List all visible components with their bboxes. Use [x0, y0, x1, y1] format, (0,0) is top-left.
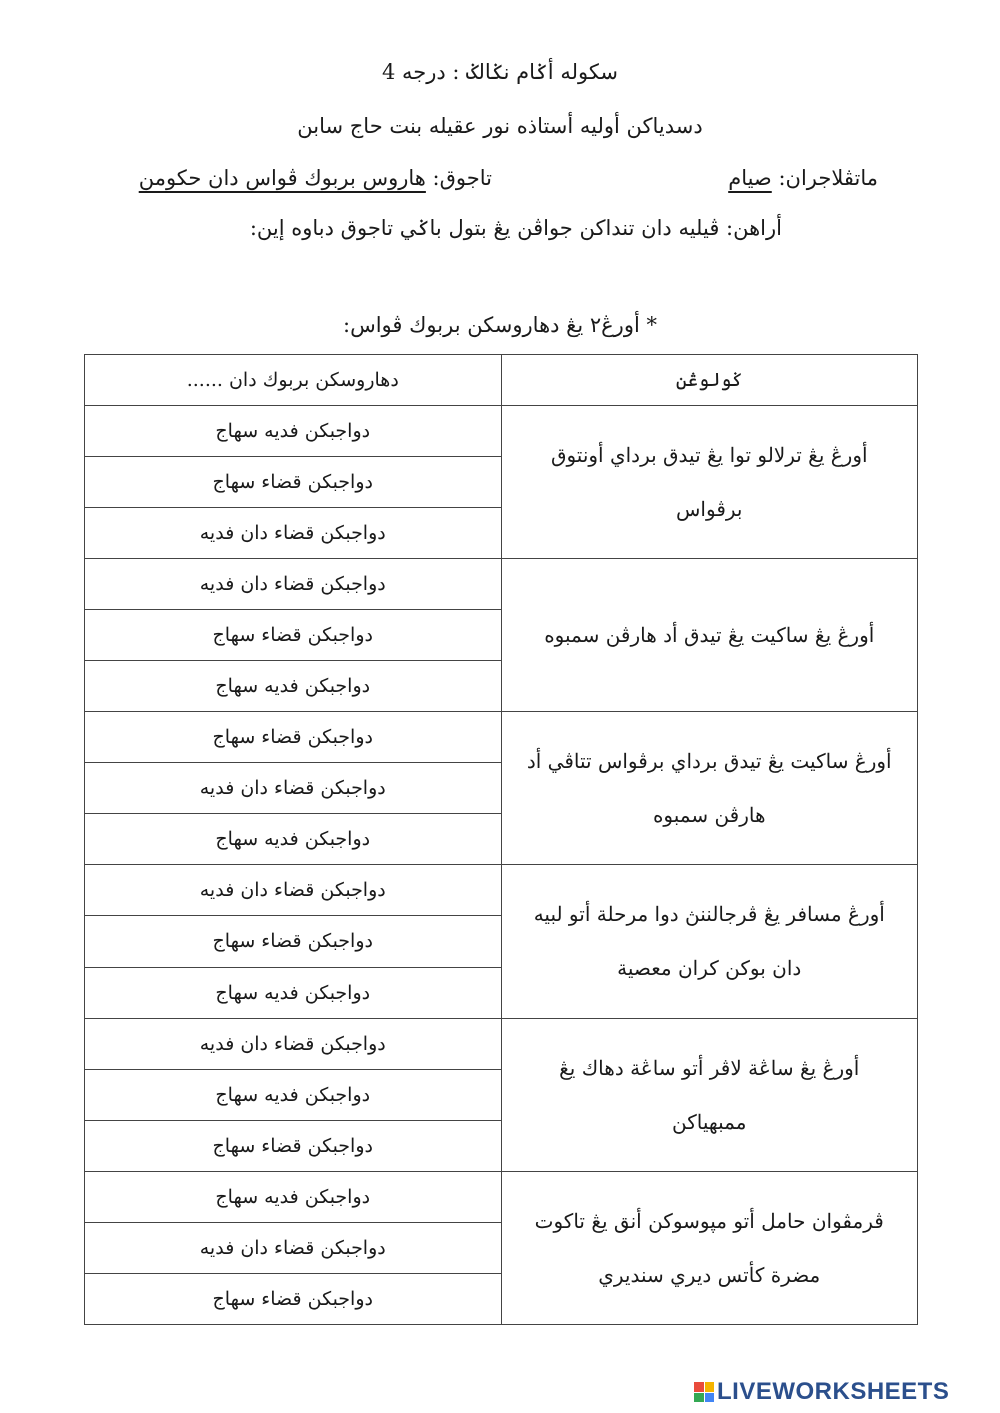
header-ruling: دهاروسكن بربوك دان ......: [85, 355, 502, 406]
answer-option[interactable]: دواجبكن قضاء سهاج: [85, 712, 502, 763]
liveworksheets-brand: LIVEWORKSHEETS: [717, 1378, 950, 1405]
answer-option[interactable]: دواجبكن فديه سهاج: [85, 661, 502, 712]
answer-option[interactable]: دواجبكن قضاء سهاج: [85, 1273, 502, 1324]
table-row: [85, 559, 918, 610]
teacher-line: دسدياكن أوليه أستاذه نور عقيله بنت حاج سابن: [297, 114, 703, 138]
category-cell: أورڠ ساكيت يڠ تيدق برداي برڤواس تتاڤي أد هارڤن سمبوه: [501, 712, 918, 865]
answer-option[interactable]: دواجبكن قضاء دان فديه: [85, 763, 502, 814]
answer-option[interactable]: دواجبكن قضاء دان فديه: [85, 1018, 502, 1069]
answer-option[interactable]: دواجبكن قضاء سهاج: [85, 457, 502, 508]
table-row: [85, 406, 918, 457]
answer-option[interactable]: دواجبكن قضاء دان فديه: [85, 865, 502, 916]
category-cell: أورڠ يڠ ترلالو توا يڠ تيدق برداي أونتوق برڤواس: [501, 406, 918, 559]
table-row: [85, 1171, 918, 1222]
category-cell: أورڠ يڠ ساكيت يڠ تيدق أد هارڤن سمبوه: [501, 559, 918, 712]
topic-label: تاجوق:: [425, 166, 492, 190]
instruction: أراهن: ڤيليه دان تنداكن جواڤن يڠ بتول باݢي تاجوق دباوه إين:: [249, 216, 782, 240]
liveworksheets-logo: [694, 1378, 949, 1406]
subject-label: ماتڤلاجران:: [771, 166, 878, 190]
table-row: [85, 712, 918, 763]
table-header-row: [85, 355, 918, 406]
header-category: ݢولوڠن: [501, 355, 918, 406]
section-title: * أورڠ٢ يڠ دهاروسكن بربوك ڤواس:: [343, 313, 657, 337]
table-row: [85, 1018, 918, 1069]
answer-option[interactable]: دواجبكن قضاء دان فديه: [85, 508, 502, 559]
answer-option[interactable]: دواجبكن فديه سهاج: [85, 1171, 502, 1222]
answer-option[interactable]: دواجبكن قضاء سهاج: [85, 610, 502, 661]
answer-option[interactable]: دواجبكن فديه سهاج: [85, 1069, 502, 1120]
category-cell: أورڠ يڠ ساڠة لاڤر أتو ساڠة دهاك يڠ ممبهياكن: [501, 1018, 918, 1171]
answer-option[interactable]: دواجبكن فديه سهاج: [85, 814, 502, 865]
answer-option[interactable]: دواجبكن فديه سهاج: [85, 967, 502, 1018]
category-cell: أورڠ مسافر يڠ ڤرجالننڽ دوا مرحلة أتو لبيه دان بوكن كران معصية: [501, 865, 918, 1018]
liveworksheets-logo-icon: [694, 1382, 714, 1402]
table-row: [85, 865, 918, 916]
topic-value: هاروس بربوك ڤواس دان حكومن: [138, 166, 426, 190]
answer-option[interactable]: دواجبكن قضاء سهاج: [85, 916, 502, 967]
answer-option[interactable]: دواجبكن فديه سهاج: [85, 406, 502, 457]
topic-line: [139, 166, 492, 190]
category-cell: ڤرمڤوان حامل أتو مپوسوكن أنق يڠ تاكوت مضرة كأتس ديري سنديري: [501, 1171, 918, 1324]
answer-option[interactable]: دواجبكن قضاء سهاج: [85, 1120, 502, 1171]
subject-line: [728, 166, 878, 190]
answer-option[interactable]: دواجبكن قضاء دان فديه: [85, 559, 502, 610]
subject-value: صيام: [728, 166, 772, 190]
worksheet-table: [84, 354, 918, 1325]
worksheet-title: سكوله أݢام نݢالݢ : درجه 4: [381, 60, 619, 84]
answer-option[interactable]: دواجبكن قضاء دان فديه: [85, 1222, 502, 1273]
